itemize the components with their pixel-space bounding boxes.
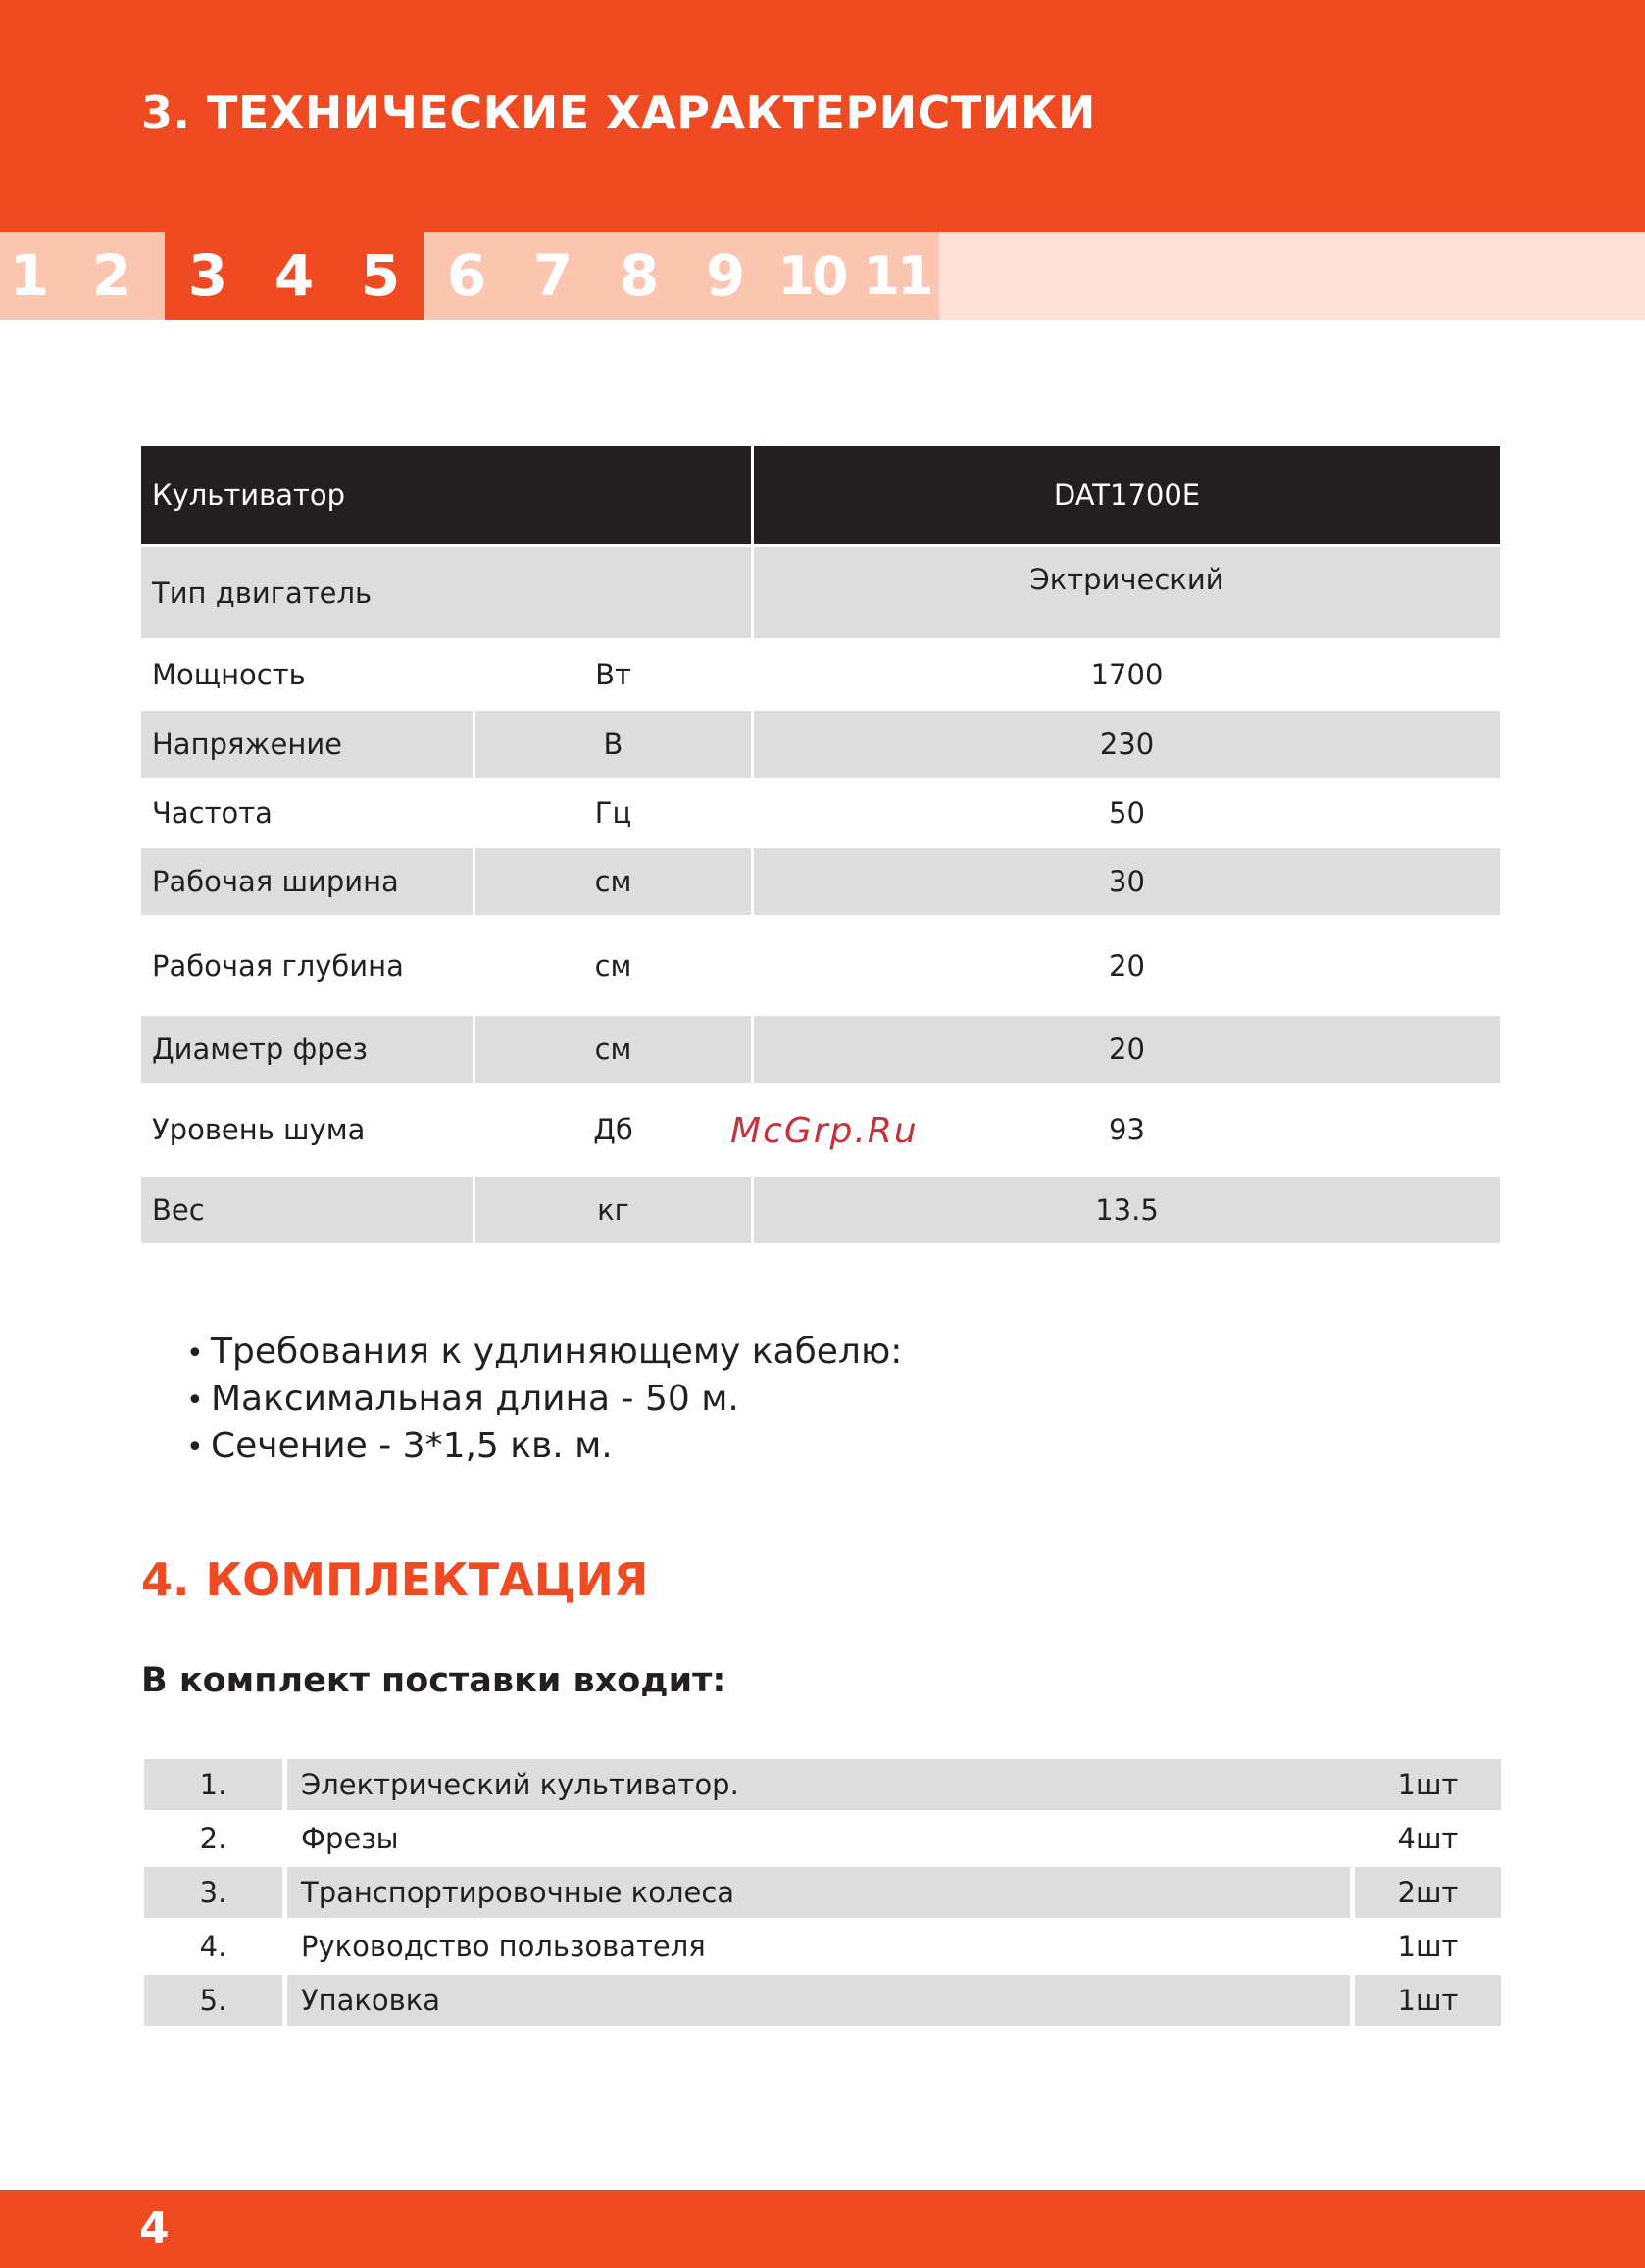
kit-item-qty: 2шт (1355, 1867, 1501, 1918)
kit-item-name: Фрезы (301, 1822, 399, 1855)
chapter-tab-11[interactable]: 11 (855, 232, 939, 320)
chapter-tab-4[interactable]: 4 (251, 232, 337, 320)
chapter-tab-2[interactable]: 2 (59, 232, 165, 320)
spec-value: 93 (1109, 1113, 1145, 1146)
kit-item-qty: 4шт (1397, 1822, 1459, 1855)
specs-header-label: Культиватор (141, 446, 751, 544)
chapter-tab-5[interactable]: 5 (337, 232, 424, 320)
spec-unit: В (475, 711, 751, 778)
spec-value: 20 (754, 1016, 1500, 1083)
chapter-tab-8[interactable]: 8 (596, 232, 682, 320)
spec-name: Уровень шума (152, 1113, 366, 1146)
spec-name: Мощность (152, 658, 306, 691)
spec-name: Рабочая глубина (152, 948, 404, 983)
chapter-tab-3[interactable]: 3 (165, 232, 251, 320)
chapter-tab-9[interactable]: 9 (682, 232, 769, 320)
spec-name: Рабочая ширина (141, 848, 473, 915)
list-item-text: Требования к удлиняющему кабелю: (211, 1332, 903, 1372)
list-item-text: Сечение - 3*1,5 кв. м. (211, 1426, 613, 1466)
kit-item-qty: 1шт (1355, 1759, 1501, 1810)
spec-unit: Гц (594, 796, 632, 830)
spec-value: 30 (754, 848, 1500, 915)
kit-item-name: Упаковка (287, 1975, 1350, 2026)
section-title: 4. КОМПЛЕКТАЦИЯ (141, 1553, 649, 1606)
spec-name: Частота (152, 796, 273, 830)
kit-item-qty: 1шт (1355, 1975, 1501, 2026)
kit-item-qty: 1шт (1397, 1930, 1459, 1963)
cable-requirements-list (186, 1329, 902, 1470)
engine-type-value: Эктрический (754, 547, 1500, 638)
page-title: 3. ТЕХНИЧЕСКИЕ ХАРАКТЕРИСТИКИ (141, 86, 1096, 139)
kit-item-number: 2. (199, 1822, 227, 1855)
list-item-text: Максимальная длина - 50 м. (211, 1379, 739, 1419)
spec-value: 50 (1109, 796, 1145, 830)
watermark-text: McGrp.Ru (730, 1111, 919, 1151)
kit-item-name: Руководство пользователя (301, 1930, 706, 1963)
spec-unit: см (475, 1016, 751, 1083)
spec-value: 1700 (1090, 658, 1164, 691)
list-item (186, 1376, 902, 1423)
footer-bar (0, 2190, 1645, 2268)
chapter-tab-1[interactable]: 1 (0, 232, 59, 320)
list-item (186, 1423, 902, 1470)
specs-header-model: DAT1700E (754, 446, 1500, 544)
chapter-tab-6[interactable]: 6 (424, 232, 510, 320)
spec-unit: Вт (595, 658, 631, 691)
section-subtitle: В комплект поставки входит: (141, 1661, 726, 1700)
spec-unit: см (594, 948, 632, 983)
kit-item-number: 1. (144, 1759, 282, 1810)
kit-item-name: Электрический культиватор. (287, 1759, 1494, 1810)
spec-value: 230 (754, 711, 1500, 778)
bullet-icon: • (186, 1384, 204, 1418)
kit-item-name: Транспортировочные колеса (287, 1867, 1350, 1918)
spec-name: Напряжение (141, 711, 473, 778)
spec-value: 20 (1109, 948, 1145, 983)
page-number: 4 (139, 2203, 170, 2253)
spec-unit: Дб (593, 1113, 633, 1146)
bullet-icon: • (186, 1336, 204, 1371)
spec-name: Вес (141, 1177, 473, 1243)
spec-unit: см (475, 848, 751, 915)
chapter-tab-7[interactable]: 7 (510, 232, 596, 320)
spec-unit: кг (475, 1177, 751, 1243)
kit-item-number: 3. (144, 1867, 282, 1918)
bullet-icon: • (186, 1431, 204, 1465)
list-item (186, 1329, 902, 1376)
chapter-tab-10[interactable]: 10 (769, 232, 855, 320)
kit-item-number: 5. (144, 1975, 282, 2026)
kit-item-number: 4. (199, 1930, 227, 1963)
spec-name: Диаметр фрез (141, 1016, 473, 1083)
spec-value: 13.5 (754, 1177, 1500, 1243)
engine-type-label: Тип двигатель (141, 547, 751, 638)
